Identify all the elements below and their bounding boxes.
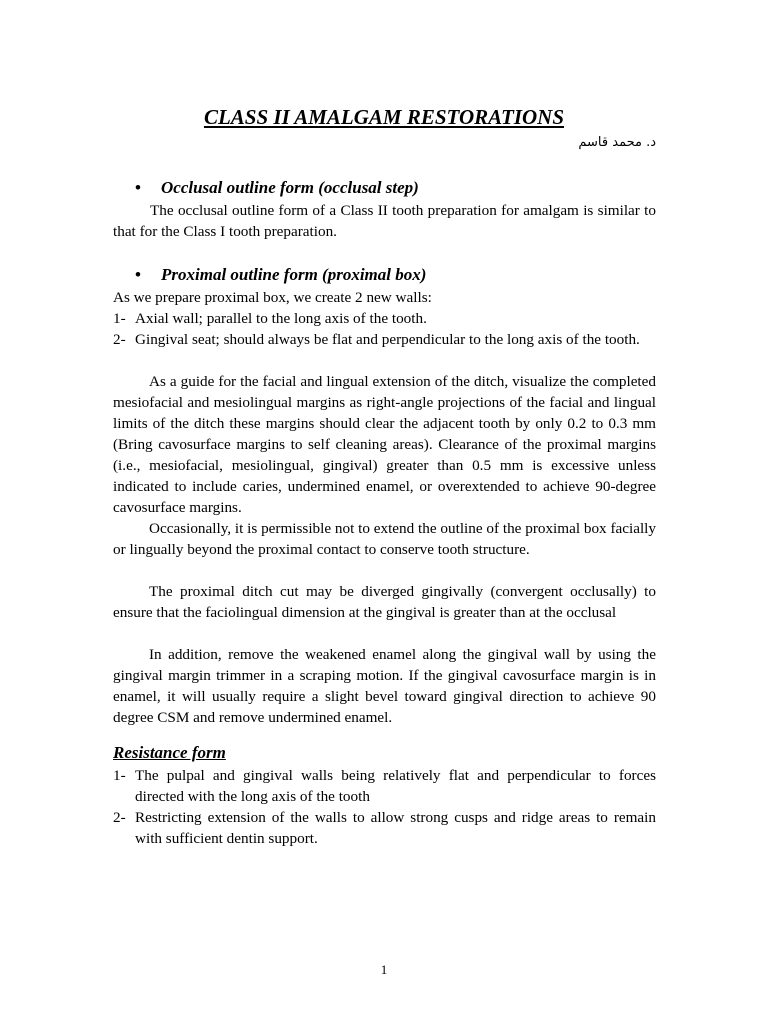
spacer [113, 623, 656, 644]
spacer [113, 350, 656, 371]
proximal-heading-text: Proximal outline form (proximal box) [161, 265, 427, 284]
author-name: د. محمد قاسم [578, 135, 656, 150]
enamel-paragraph: In addition, remove the weakened enamel along the gingival wall by using the gingival margin trimmer in a scraping motion. If the gingival cavosurface margin is in enamel, it will usually require a slight bevel toward gingival direction to achieve 90 degree CSM and remove undermined enamel. [113, 646, 656, 726]
list-number: 2- [113, 809, 126, 826]
spacer [113, 560, 656, 581]
list-number: 1- [113, 767, 126, 784]
list-text: Axial wall; parallel to the long axis of the tooth. [135, 310, 427, 327]
spacer [113, 242, 656, 263]
list-item [113, 807, 656, 849]
occlusal-heading-text: Occlusal outline form (occlusal step) [161, 178, 419, 197]
spacer [113, 728, 656, 741]
resistance-heading: Resistance form [113, 743, 226, 762]
bullet-icon: • [135, 178, 141, 197]
list-text: Gingival seat; should always be flat and perpendicular to the long axis of the tooth. [135, 331, 640, 348]
bullet-icon: • [135, 265, 141, 284]
occlusal-paragraph: The occlusal outline form of a Class II tooth preparation for amalgam is similar to that for the Class I tooth preparation. [113, 202, 656, 240]
proximal-walls-list [113, 308, 656, 350]
list-item [113, 308, 656, 329]
page-title: CLASS II AMALGAM RESTORATIONS [203, 105, 565, 129]
list-text: The pulpal and gingival walls being relatively flat and perpendicular to forces directed with the long axis of the tooth [135, 767, 656, 805]
list-number: 1- [113, 310, 126, 327]
page-number: 1 [380, 962, 388, 977]
list-item [113, 765, 656, 807]
proximal-intro: As we prepare proximal box, we create 2 new walls: [113, 289, 432, 306]
list-text: Restricting extension of the walls to allow strong cusps and ridge areas to remain with sufficient dentin support. [135, 809, 656, 847]
occasional-paragraph: Occasionally, it is permissible not to extend the outline of the proximal box facially or lingually beyond the proximal contact to conserve tooth structure. [113, 520, 656, 558]
list-number: 2- [113, 331, 126, 348]
document-body [113, 176, 656, 849]
extension-paragraph: As a guide for the facial and lingual extension of the ditch, visualize the completed mesiofacial and mesiolingual margins as right-angle projections of the facial and lingual limits of the ditch these margins should clear the adjacent tooth by only 0.2 to 0.3 mm (Bring cavosurface margins to self cleaning areas). Clearance of the proximal margins (i.e., mesiofacial, mesiolingual, gingival) greater than 0.5 mm is excessive unless indicated to include caries, undermined enamel, or overextended to achieve 90-degree cavosurface margins. [113, 373, 656, 516]
divergence-paragraph: The proximal ditch cut may be diverged gingivally (convergent occlusally) to ensure that the faciolingual dimension at the gingival is greater than at the occlusal [113, 583, 656, 621]
resistance-list [113, 765, 656, 849]
proximal-heading [135, 263, 656, 287]
list-item [113, 329, 656, 350]
occlusal-heading [135, 176, 656, 200]
